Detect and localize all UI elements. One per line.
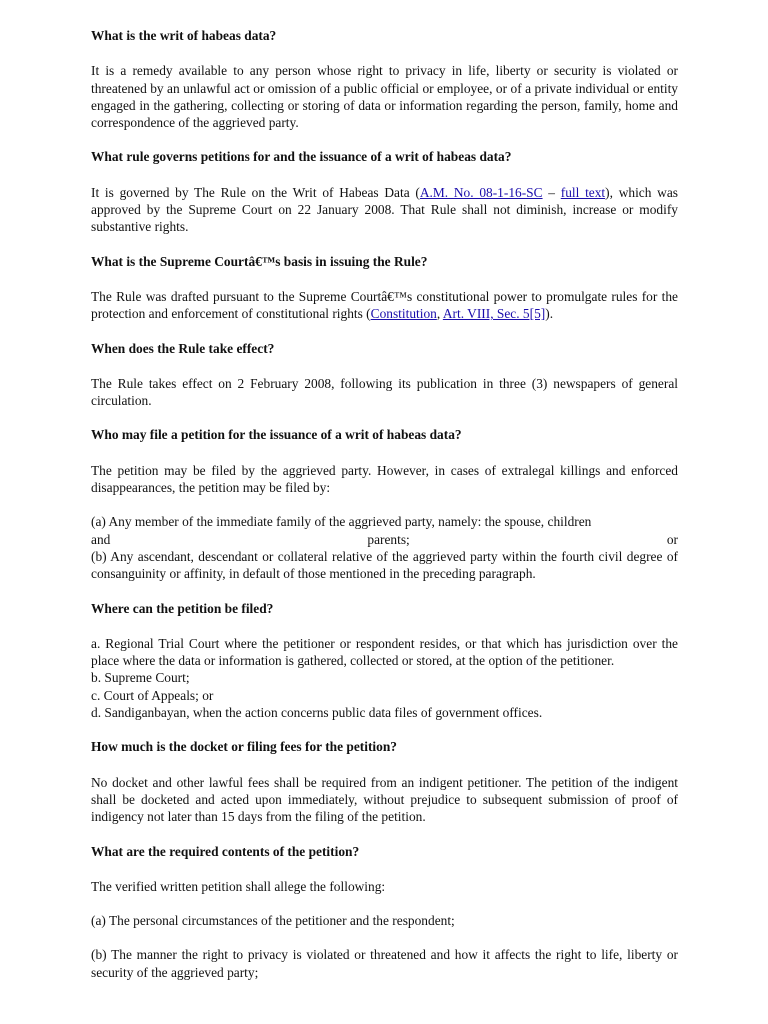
answer-text: – xyxy=(542,184,561,200)
answer-text: The Rule was drafted pursuant to the Supreme Courtâ€™s constitutional power to promulgate rules for the protection and enforcement of constitutional rights ( xyxy=(91,288,678,322)
answer-text: ), which was approved by the Supreme Court on 22 January 2008. That Rule shall not diminish, increase or modify substantive rights. xyxy=(91,184,678,235)
question-heading: Where can the petition be filed? xyxy=(91,600,274,616)
list-item: (b) Any ascendant, descendant or collateral relative of the aggrieved party within the fourth civil degree of consanguinity or affinity, in default of those mentioned in the preceding paragraph. xyxy=(91,548,678,582)
list-word: or xyxy=(666,531,678,547)
answer-paragraph: It is a remedy available to any person whose right to privacy in life, liberty or security is violated or threatened by an unlawful act or omission of a public official or employee, or of a private individual or entity engaged in the gathering, collecting or storing of data or information regarding the person, family, home and correspondence of the aggrieved party. xyxy=(91,63,678,131)
list-item: c. Court of Appeals; or xyxy=(91,687,214,703)
article-viii-link[interactable]: Art. VIII, Sec. 5[5] xyxy=(442,306,546,322)
question-heading: What are the required contents of the petition? xyxy=(91,843,360,859)
am-no-link[interactable]: A.M. No. 08-1-16-SC xyxy=(419,184,543,200)
list-item: a. Regional Trial Court where the petitioner or respondent resides, or that which has jurisdiction over the place where the data or information is gathered, collected or stored, at the option of the petitioner. xyxy=(91,635,678,669)
list-item: b. Supreme Court; xyxy=(91,670,190,686)
answer-paragraph: No docket and other lawful fees shall be required from an indigent petitioner. The petition of the indigent shall be docketed and acted upon immediately, without prejudice to subsequent submission of proof of indigency not later than 15 days from the filing of the petition. xyxy=(91,774,678,825)
answer-paragraph: The Rule takes effect on 2 February 2008, following its publication in three (3) newspapers of general circulation. xyxy=(91,375,678,409)
answer-paragraph: The petition may be filed by the aggrieved party. However, in cases of extralegal killings and enforced disappearances, the petition may be filed by: xyxy=(91,462,678,496)
question-heading: What is the Supreme Courtâ€™s basis in issuing the Rule? xyxy=(91,253,428,269)
constitution-link[interactable]: Constitution xyxy=(370,306,437,322)
list-word: and xyxy=(91,531,111,547)
question-heading: What is the writ of habeas data? xyxy=(91,28,277,43)
question-heading: When does the Rule take effect? xyxy=(91,340,275,356)
answer-paragraph xyxy=(91,288,678,323)
list-word: parents; xyxy=(367,531,410,547)
list-item: (b) The manner the right to privacy is violated or threatened and how it affects the right to life, liberty or security of the aggrieved party; xyxy=(91,947,678,980)
list-item: (a) The personal circumstances of the petitioner and the respondent; xyxy=(91,913,455,929)
question-heading: How much is the docket or filing fees for the petition? xyxy=(91,739,397,755)
document-body xyxy=(91,27,678,981)
list-item: (a) Any member of the immediate family of the aggrieved party, namely: the spouse, children xyxy=(91,514,592,530)
answer-paragraph: The verified written petition shall allege the following: xyxy=(91,878,386,894)
answer-text: ). xyxy=(545,306,554,322)
list-item-continuation xyxy=(91,531,678,548)
question-heading: What rule governs petitions for and the issuance of a writ of habeas data? xyxy=(91,149,512,165)
full-text-link[interactable]: full text xyxy=(560,184,606,200)
answer-text: , xyxy=(436,306,443,322)
list-item: d. Sandiganbayan, when the action concerns public data files of government offices. xyxy=(91,705,543,721)
question-heading: Who may file a petition for the issuance of a writ of habeas data? xyxy=(91,427,462,443)
answer-text: It is governed by The Rule on the Writ of Habeas Data ( xyxy=(91,184,420,200)
answer-paragraph xyxy=(91,184,678,236)
